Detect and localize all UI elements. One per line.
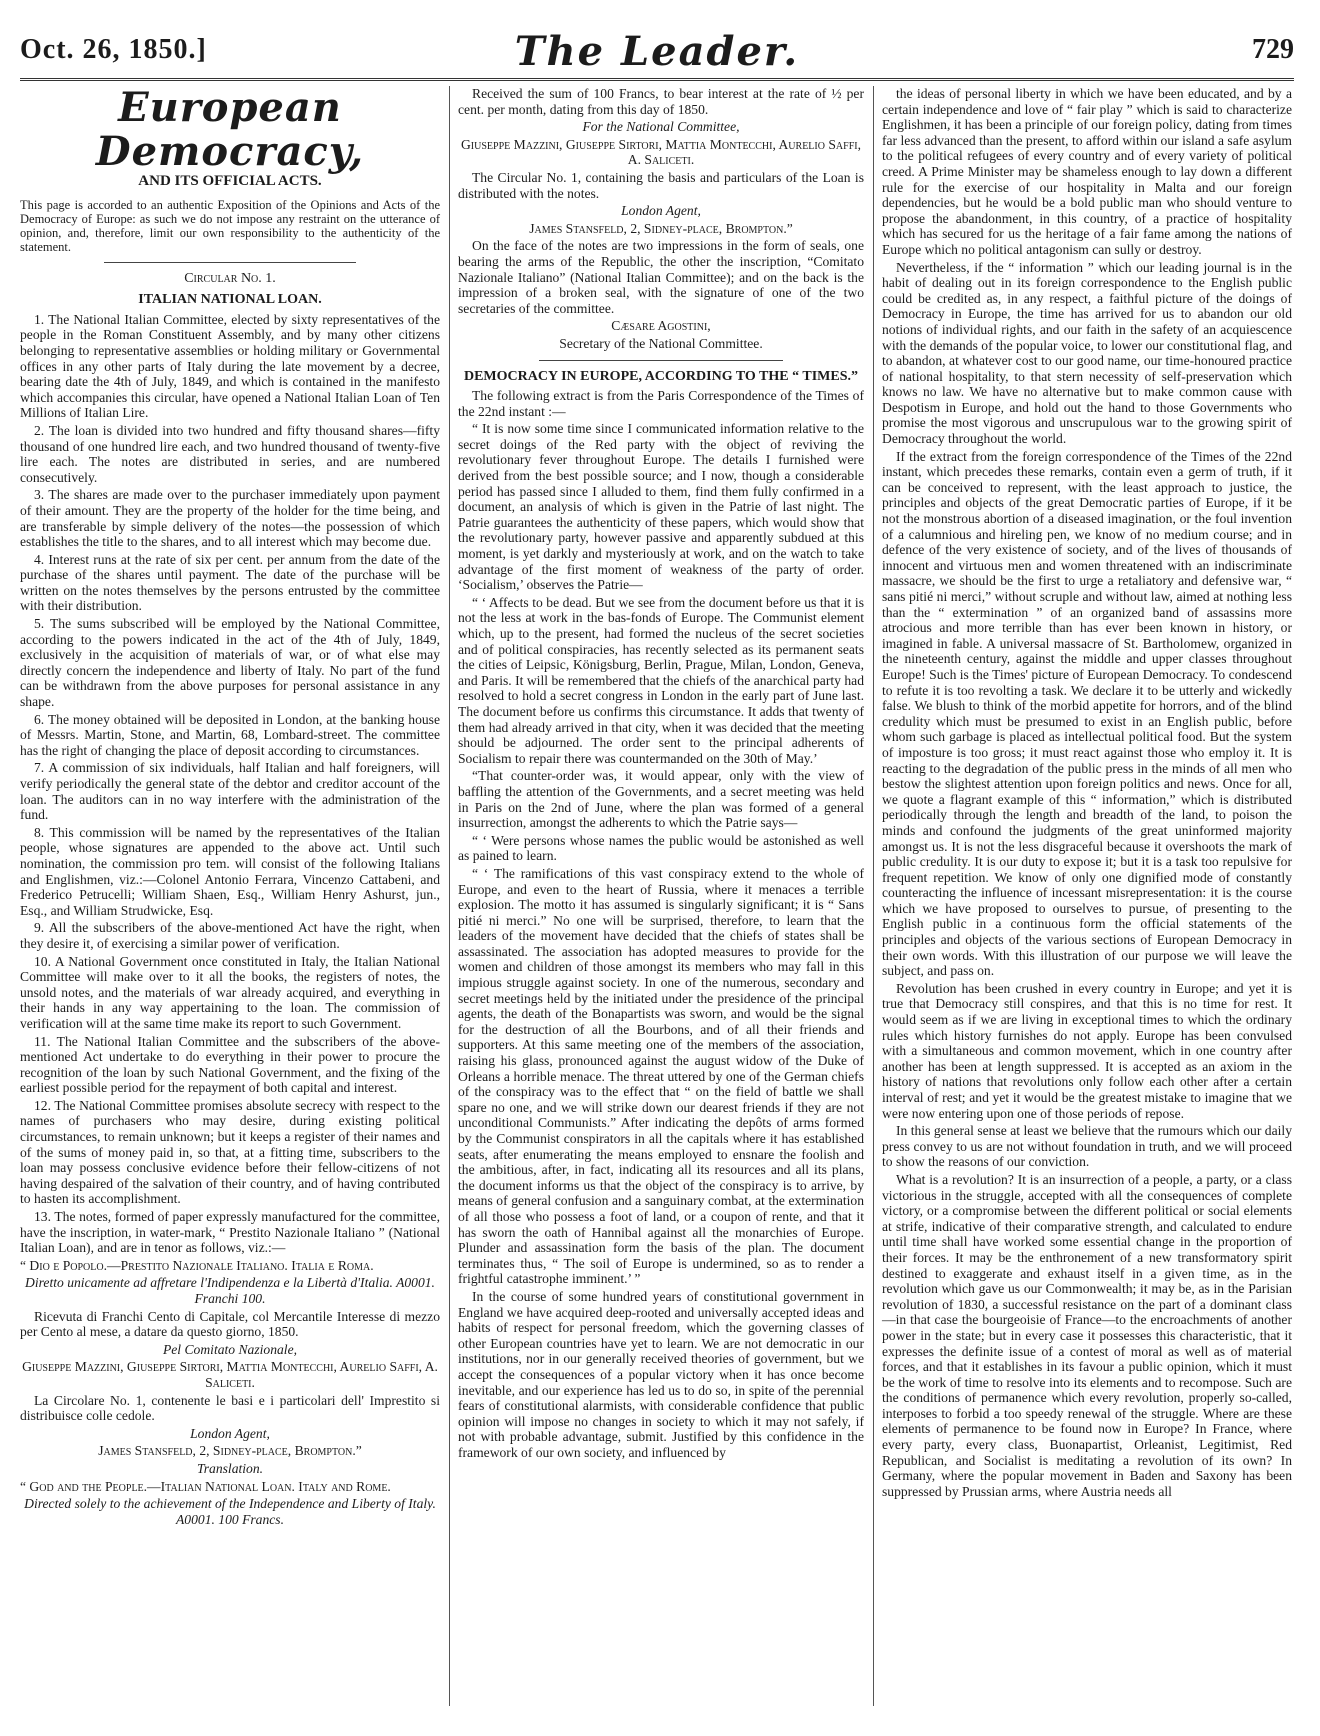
divider — [539, 360, 783, 361]
note-english-body: Directed solely to the achievement of the Independence and Liberty of Italy. A0001. 100 Francs. — [24, 1496, 436, 1527]
circular-paragraph: 2. The loan is divided into two hundred and fifty thousand shares—fifty thousand of one hundred lire each, and two hundred thousand of twenty-five lire each. The notes are distributed in series, and are numbered consecutively. — [20, 422, 440, 485]
circular-paragraph: 5. The sums subscribed will be employed by the National Committee, according to the powers indicated in the act of the 4th of July, 1849, exclusively in the acquisition of materials of war, or of what else may directly concern the independence and liberty of Italy. No part of the fund can be withdrawn from the above purposes for personal assistance in any shape. — [20, 616, 440, 710]
section-subtitle: AND ITS OFFICIAL ACTS. — [138, 173, 322, 189]
article-continuation — [882, 86, 1292, 1499]
circular-paragraph: 7. A commission of six individuals, half Italian and half foreigners, will verify periodically the general state of the debtor and creditor account of the loan. The auditors can in no way interfere with the administration of the fund. — [20, 760, 440, 823]
circular-paragraph: 11. The National Italian Committee and the subscribers of the above-mentioned Act undertake to do everything in their power to procure the recognition of the loan by such National Government, and the fixing of the earliest possible period for the repayment of both capital and interest. — [20, 1033, 440, 1096]
secretary-title: Secretary of the National Committee. — [559, 335, 763, 351]
article-paragraph: The following extract is from the Paris Correspondence of the Times of the 22nd instant :— — [458, 388, 864, 419]
page-number: 729 — [1252, 34, 1294, 65]
newspaper-title: The Leader. — [514, 28, 800, 75]
article-paragraph: “ ‘ Affects to be dead. But we see from the document before us that it is not the less at work in the bas-fonds of Europe. The Communist element which, up to the present, had formed the nucleus of the secret societies and of political conspiracies, has recently selected as its permanent seats the cities of Leipsic, Königsburg, Berlin, Prague, Milan, London, Geneva, and Paris. It will be remembered that the chiefs of the anarchical party had resolved to hold a secret congress in London in the early part of June last. The document before us confirms this circumstance. It adds that twenty of them had already arrived in that city, when it was decided that the meeting should be adjourned. The order sent to the principal adherents of Socialism to repair there was countermanded on the 30th of May.’ — [458, 594, 864, 766]
article-paragraph: “ ‘ The ramifications of this vast conspiracy extend to the whole of Europe, and even to the heart of Russia, where it menaces a terrible explosion. The motto it has assumed is singularly significant; it is “ Sans pitié ni merci.” No one will be surprised, therefore, to learn that the leaders of the movement have decided that the chiefs of states shall be assassinated. The association has adopted measures to provide for the women and children of those amongst its members who may fall in this impious struggle against society. In one of the numerous, secondary and secret meetings held by the initiated under the presidence of the principal agents, the death of the Bonapartists was sworn, and would be the signal for the destruction of all the Bourbons, and of all their friends and supporters. At this same meeting one of the members of the association, raising his glass, pronounced against the august widow of the Duke of Orleans a horrible menace. The threat uttered by one of the German chiefs of the conspiracy was to the effect that “ on the field of battle we shall spare no one, and we will strike down our dearest friends if they are not unconditional Communists.” After indicating the depôts of arms formed by the Communist conspirators in all the capitals where it has established seats, after enumerating the means employed to ensnare the foolish and the ambitious, after, in fact, indicating all its resources and all its plans, the document informs us that the object of the conspiracy is to arrive, by means of general confusion and a sanguinary combat, at the extermination of all those who possess a foot of land, or a coupon of rente, and that it has sworn the oath of Hannibal against all the monarchies of Europe. Plunder and assassination form the basis of the plan. The document terminates thus, “ The soil of Europe is undermined, so as to render a frightful catastrophe imminent.’ ” — [458, 865, 864, 1287]
seal-description: On the face of the notes are two impressions in the form of seals, one bearing the arms of the Republic, the other the inscription, “Comitato Nazionale Italiano” (National Italian Committee); and on the back is the impression of a broken seal, with the signature of one of the two secretaries of the committee. — [458, 238, 864, 316]
circular-paragraph: 10. A National Government once constituted in Italy, the Italian National Committee will make over to it all the books, the registers of notes, the unsold notes, and the materials of war already acquired, and everything in their hands in any way appertaining to the loan. The commission of verification will at the same time make its report to such Government. — [20, 953, 440, 1031]
translation-label: Translation. — [196, 1460, 264, 1476]
article-paragraph: If the extract from the foreign correspondence of the Times of the 22nd instant, which precedes these remarks, contain even a germ of truth, if it can be conceived to represent, with the least approach to justice, the principles and objects of the great Democratic parties of Europe, if it be not the monstrous abortion of a diseased imagination, or the foul invention of a calumnious and hireling pen, we know of no medium course; and in defence of the very existence of society, and of the lives of thousands of innocent and virtuous men and women threatened with an indiscriminate massacre, we should be the first to urge a retaliatory and defensive war, “ sans pitié ni merci,” without scruple and without law, aimed at nothing less than the “ extermination ” of an organized band of assassins more atrocious and more terrible than has ever been known in history, or imagined in fable. A universal massacre of St. Bartholomew, organized in the nineteenth century, against the middle and upper classes throughout Europe! Such is the Times' picture of European Democracy. To condescend to refute it is too revolting a task. We declare it to be utterly and wickedly false. We blush to think of the morbid appetite for horrors, and of the blind credulity which must be presumed to exist in an English public, before whom such garbage is placed as intellectual political food. But the system of imposture is too gross; it must react against those who employ it. It is reacting to the degradation of the public press in the minds of all men who bestow the slightest attention upon foreign politics and news. Once for all, we quote a flagrant example of this “ information,” which is distributed periodically through the length and breadth of the land, to poison the minds and confound the judgments of the great uninformed majority amongst us. It is not the less disgraceful because it overshoots the mark of public credulity. It is our duty to expose it; but it is a task too repulsive for frequent repetition. We know of only one dignified mode of constantly counteracting the influence of incessant misrepresentation: it is the course which we have proposed to ourselves to pursue, of presenting to the English public in a continuous form the official statements of the principles and objects of the various sections of European Democracy in their own words. With this illustration of our purpose we will leave the subject, and pass on. — [882, 448, 1292, 979]
circular-paragraphs — [20, 312, 440, 1256]
article-paragraph: Nevertheless, if the “ information ” which our leading journal is in the habit of dealing out in its foreign correspondence to the English public could be credited as, in any respect, a faithful picture of the doings of Democracy in Europe, the time has arrived for us to abandon our old notions of individual rights, and our faith in the safety of an acquiescence with the demands of the popular voice, to lower our constitutional flag, and to abandon, at whatever cost to our good name, our time-honoured practice of national hospitality, to that stern necessity of self-preservation which knows no law. We have no alternative but to make common cause with Despotism in Europe, and hold out the hand to those Governments who promise the most vigorous and unscrupulous war to the growing spirit of Democracy throughout the world. — [882, 259, 1292, 447]
column-2 — [458, 86, 864, 1462]
column-divider — [449, 86, 450, 1706]
circular-paragraph: 4. Interest runs at the rate of six per cent. per annum from the date of the purchase of the shares until payment. The date of the purchase will be written on the notes themselves by the persons entrusted by the committee with their distribution. — [20, 551, 440, 614]
circular-paragraph: 8. This commission will be named by the representatives of the Italian people, whose signatures are appended to the above act. Until such nomination, the commission pro tem. will consist of the following Italians and Englishmen, viz.:—Colonel Antonio Ferrara, Vincenzo Cattabeni, and Frederico Petrucelli; William Shaen, Esq., William Henry Ashurst, jun., Esq., and William Strudwicke, Esq. — [20, 824, 440, 918]
circular-heading: ITALIAN NATIONAL LOAN. — [138, 292, 322, 308]
column-divider — [873, 86, 874, 1706]
column-3 — [882, 86, 1292, 1501]
signers-italian: Giuseppe Mazzini, Giuseppe Sirtori, Mattia Montecchi, Aurelio Saffi, A. Saliceti. — [22, 1359, 438, 1390]
circular-english: The Circular No. 1, containing the basis and particulars of the Loan is distributed with the notes. — [458, 169, 864, 201]
agent-italian: James Stansfeld, 2, Sidney-place, Brompton.” — [98, 1443, 362, 1459]
issue-date: Oct. 26, 1850.] — [20, 34, 207, 65]
circular-number: Circular No. 1. — [184, 270, 276, 286]
article-heading: DEMOCRACY IN EUROPE, ACCORDING TO THE “ TIMES.” — [463, 368, 858, 384]
masthead — [20, 28, 1294, 80]
secretary-name: Cæsare Agostini, — [611, 318, 711, 334]
note-italian-circular: La Circolare No. 1, contenente le basi e i particolari dell' Imprestito si distribuisce colle cedole. — [20, 1392, 440, 1424]
masthead-rule — [20, 78, 1294, 81]
article-paragraph: “That counter-order was, it would appear, only with the view of baffling the attention of the Governments, and a secret meeting was held in Paris on the 2nd of June, where the plan was formed of a general insurrection, amongst the adherents to which the Patrie says— — [458, 768, 864, 831]
circular-paragraph: 12. The National Committee promises absolute secrecy with respect to the names of purchasers who may desire, during existing political circumstances, to remain unknown; but it keeps a register of their names and of the sums of money paid in, so that, at a fitting time, subscribers to the loan may possess conclusive evidence before their fellow-citizens of not having despaired of the salvation of their country, and of having contributed to hasten its accomplishment. — [20, 1097, 440, 1207]
article-paragraph: In the course of some hundred years of constitutional government in England we have acquired deep-rooted and universally accepted ideas and habits of respect for personal freedom, which the governing classes of other European countries have yet to learn. We are not democratic in our institutions, nor in our generally received theories of government, but we accept the consequences of a popular victory when it has once become inevitable, and our experience has led us to do so, in spite of the perennial fears of constitutional alarmists, with considerable confidence that public opinion will impose no changes in society to which it may not safely, if not with probable advantage, submit. Justified by this confidence in the framework of our own society, and influenced by — [458, 1288, 864, 1460]
signers-english: Giuseppe Mazzini, Giuseppe Sirtori, Mattia Montecchi, Aurelio Saffi, A. Saliceti. — [460, 136, 861, 168]
circular-paragraph: 1. The National Italian Committee, elected by sixty representatives of the people in the Roman Constituent Assembly, and by many other citizens belonging to representative assemblies or holding military or Governmental offices in any other parts of Italy during the late movement by a decree, bearing date the 4th of July, 1849, and which is contained in the manifesto which accompanies this circular, have opened a National Italian Loan of Ten Millions of Italian Lire. — [20, 311, 440, 421]
article-paragraph: Revolution has been crushed in every country in Europe; and yet it is true that Democracy still conspires, and that this is no time for rest. It would seem as if we are living in exceptional times to which the ordinary rules which history furnishes do not apply. Europe has been convulsed with a simultaneous and common movement, which in one country after another has been at length suppressed. It is accepted as an axiom in the history of nations that revolutions only follow each other after a certain interval of rest; and yet it would be the greatest mistake to imagine that we were now entering upon one of those periods of repose. — [882, 980, 1292, 1121]
circular-paragraph: 13. The notes, formed of paper expressly manufactured for the committee, have the inscription, in water-mark, “ Prestito Nazionale Italiano ” (National Italian Loan), and are in tenor as follows, viz.:— — [20, 1209, 440, 1256]
column-1 — [20, 86, 440, 1529]
article-paragraph: What is a revolution? It is an insurrection of a people, a party, or a class victorious in the struggle, accepted with all the consequences of complete victory, or a compromise between the different political or social elements at strife, indicative of their comparative strength, and calculated to endure until time shall have worked some essential change in the proportion of their forces. It may be the enthronement of a new transformatory spirit destined to exaggerate and exhaust itself in a given time, as in the revolution which gave us our Commonwealth; it may be, as in the Parisian revolution of 1830, a successful resistance on the part of a dominant class—in that case the bourgeoisie of France—to the encroachments of another power in the state; but in every case it possesses this characteristic, that it expresses the definite issue of a contest of moral as well as of material forces, and that it establishes in its favour a public opinion, which it must be the work of time to resolve into its elements and to recompose. Such are the conditions of permanence which every revolution, properly so-called, interposes to forbid a too speedy renewal of the struggle. Where are these elements of permanence to be found now in Europe? In France, where every party, every class, Buonapartist, Orleanist, Legitimist, Red Republican, and Socialist is meditating a revolution of its own? In Germany, where the popular movement in Baden and Saxony has been suppressed by Prussian arms, where Austria needs all — [882, 1171, 1292, 1499]
receipt-english: Received the sum of 100 Francs, to bear interest at the rate of ½ per cent. per month, dating from this day of 1850. — [458, 86, 864, 117]
agent-label: London Agent, — [190, 1425, 270, 1441]
agent-english: James Stansfeld, 2, Sidney-place, Brompton.” — [529, 220, 793, 236]
circular-paragraph: 9. All the subscribers of the above-mentioned Act have the right, when they desire it, of exercising a similar power of verification. — [20, 920, 440, 951]
article-paragraph: the ideas of personal liberty in which we have been educated, and by a certain independence and love of “ fair play ” which is said to characterize Englishmen, it has been a principle of our foreign policy, dating from times far less advanced than the present, to afford within our island a safe asylum to the political refugees of every country and of every variety of political creed. A Prime Minister may be shameless enough to lay down a different rule for the exercise of our hospitality in Malta and our foreign dependencies, but he would be a bold public man who should venture to propose the abandonment, in this country, of a practice of hospitality which has secured for us the heritage of a fair fame among the nations of Europe which no political antagonism can sully or destroy. — [882, 86, 1292, 257]
editorial-note: This page is accorded to an authentic Exposition of the Opinions and Acts of the Democracy of Europe: as such we do not impose any restraint on the utterance of opinion, and, therefore, limit our own responsibility to the authenticity of the statement. — [20, 197, 440, 254]
note-english-title: “ God and the People.—Italian National Loan. Italy and Rome. — [20, 1478, 391, 1494]
article-paragraph: “ ‘ Were persons whose names the public would be astonished as well as pained to learn. — [458, 832, 864, 864]
for-committee: For the National Committee, — [582, 119, 740, 135]
note-italian-for: Pel Comitato Nazionale, — [162, 1341, 298, 1357]
circular-paragraph: 3. The shares are made over to the purchaser immediately upon payment of their amount. They are the property of the holder for the time being, and are transferable by simple delivery of the notes—the possession of which establishes the title to the shares, and to all interest which may become due. — [20, 487, 440, 550]
circular-paragraph: 6. The money obtained will be deposited in London, at the banking house of Messrs. Martin, Stone, and Martin, 68, Lombard-street. The committee has the right of changing the place of deposit according to circumstances. — [20, 711, 440, 758]
article-paragraph: “ It is now some time since I communicated information relative to the secret doings of the Red party with the object of reviving the revolutionary fever throughout Europe. The details I furnished were derived from the best possible source; and I now, though a considerable period has passed since I alluded to them, find them fully confirmed in a document, an analysis of which is given in the Patrie of last night. The Patrie guarantees the authenticity of these papers, which would show that the revolutionary party, however passive and apparently subdued at this moment, is yet darkly and mysteriously at work, and on the watch to take advantage of the first moment of weakness of the party of order. ‘Socialism,’ observes the Patrie— — [458, 421, 864, 593]
article-paragraph: In this general sense at least we believe that the rumours which our daily press convey to us are not without foundation in truth, and we will proceed to show the reasons of our conviction. — [882, 1123, 1292, 1170]
article-paragraphs — [458, 388, 864, 1460]
note-italian-body: Diretto unicamente ad affretare l'Indipendenza e la Libertà d'Italia. A0001. Franchi 100. — [25, 1275, 435, 1306]
agent-label-english: London Agent, — [621, 203, 701, 219]
divider — [104, 262, 356, 263]
note-italian-title: “ Dio e Popolo.—Prestito Nazionale Italiano. Italia e Roma. — [20, 1257, 374, 1273]
note-italian-receipt: Ricevuta di Franchi Cento di Capitale, col Mercantile Interesse di mezzo per Cento al mese, a datare da questo giorno, 1850. — [20, 1308, 440, 1340]
section-title: European Democracy, — [95, 84, 365, 175]
